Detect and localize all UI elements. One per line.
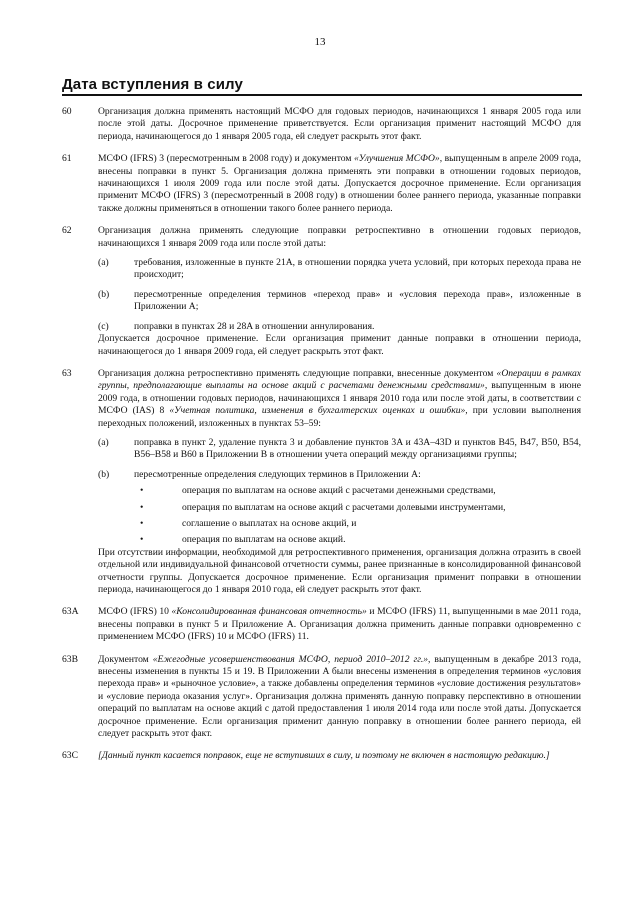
text-run: , выпущенным в июне 2009 года, в отношении годовых периодов, начинающихся 1 января 2010 года или после этой даты, в соответствии с МСФО (IAS) 8 — [98, 380, 581, 417]
paragraph-text — [98, 606, 581, 643]
sub-item-b — [98, 469, 581, 547]
paragraph-text: При отсутствии информации, необходимой для ретроспективного применения, организация должна отразить в своей отдельной или индивидуальной финансовой отчетности суммы, ранее признанные в консолидированной финансовой отчетности группы. Допускается досрочное применение. Если организация применит поправки в отношении периода, начинающегося до 1 января 2010 года, ей следует раскрыть этот факт. — [98, 546, 581, 595]
text-run: МСФО (IFRS) 3 (пересмотренным в 2008 году) и документом — [98, 153, 354, 165]
paragraph-number: 61 — [62, 153, 72, 165]
sub-item-intro: пересмотренные определения следующих терминов в Приложении A: — [134, 468, 421, 480]
text-run: МСФО (IFRS) 10 — [98, 606, 172, 618]
sub-item-text — [134, 469, 581, 547]
bullet-item — [134, 518, 581, 530]
sub-item-label: (b) — [98, 288, 110, 300]
paragraph-text — [98, 654, 581, 741]
paragraph-number: 60 — [62, 106, 72, 117]
text-run: и МСФО (IFRS) 11, выпущенными в мае 2011 года, внесены поправки в пункт 5 и Приложение A. Организация должна применить данные поправки одновременно с применением МСФО (IFRS) 10 и МСФО (IFRS) 11. — [98, 606, 581, 643]
bullet-icon: • — [140, 501, 144, 513]
paragraph-text: Организация должна применять следующие поправки ретроспективно в отношении годовых периодов, начинающихся 1 января 2009 года или после этой даты: — [98, 225, 581, 249]
bullet-icon: • — [140, 534, 144, 546]
document-body — [62, 106, 581, 773]
bullet-text: операция по выплатам на основе акций с расчетами денежными средствами, — [182, 485, 496, 497]
paragraph-text — [98, 153, 581, 215]
bullet-item — [134, 534, 581, 546]
bullet-list — [134, 485, 581, 547]
paragraph-text — [98, 368, 581, 430]
paragraph-63a — [62, 606, 581, 643]
document-title: «Ежегодные усовершенствования МСФО, период 2010–2012 гг.» — [152, 653, 429, 665]
paragraph-number: 63B — [62, 653, 78, 665]
text-run: Организация должна ретроспективно применять следующие поправки, внесенные документом — [98, 367, 497, 379]
paragraph-text: Организация должна применять настоящий МСФО для годовых периодов, начинающихся 1 января 2005 года или после этой даты. Досрочное применение приветствуется. Если организация применит настоящий МСФО для периода, начинающегося до 1 января 2005 года, ей следует раскрыть этот факт. — [98, 106, 581, 142]
paragraph-63b — [62, 654, 581, 741]
bullet-icon: • — [140, 517, 144, 529]
paragraph-63c — [62, 750, 581, 762]
sub-item-b — [98, 289, 581, 314]
paragraph-number: 63 — [62, 367, 72, 379]
sub-item-a — [98, 437, 581, 462]
sub-item-label: (c) — [98, 320, 109, 332]
text-run: , при условии выполнения переходных положений, изложенных в пунктах 53–59: — [98, 405, 581, 429]
sub-item-text: пересмотренные определения терминов «переход прав» и «условия перехода прав», изложенные в Приложении A; — [134, 288, 581, 313]
document-title: «Операции в рамках группы, предполагающие выплаты на основе акций с расчетами денежными средствами» — [98, 367, 581, 392]
bullet-item — [134, 502, 581, 514]
paragraph-60 — [62, 106, 581, 143]
document-title: «Улучшения МСФО» — [354, 153, 440, 165]
sub-item-text: требования, изложенные в пункте 21A, в отношении порядка учета условий, при которых перехода права не происходит; — [134, 257, 581, 281]
paragraph-63 — [62, 368, 581, 597]
sub-item-text: поправка в пункт 2, удаление пункта 3 и добавление пунктов 3A и 43A–43D и пунктов B45, B47, B50, B54, B56–B58 и B60 в Приложении B в отношении учета операций между организациями группы; — [134, 436, 581, 461]
text-run: , выпущенным в апреле 2009 года, внесены поправки в пункт 5. Организация должна применять эти поправки в отношении годовых периодов, начинающихся 1 июля 2009 года или после этой даты. Допускается досрочное применение. Если организация применит МСФО (IFRS) 3 (пересмотренный в 2008 году) в отношении более раннего периода, указанные поправки также должны применяться в отношении такого более раннего периода. — [98, 153, 581, 214]
sub-item-label: (b) — [98, 468, 110, 480]
paragraph-text: Допускается досрочное применение. Если организация применит данные поправки в отношении периода, начинающегося до 1 января 2009 года, ей следует раскрыть этот факт. — [98, 333, 581, 357]
bullet-text: операция по выплатам на основе акций. — [182, 534, 346, 546]
text-run: Документом — [98, 653, 153, 665]
paragraph-61 — [62, 153, 581, 215]
paragraph-number: 62 — [62, 225, 72, 237]
bullet-item — [134, 485, 581, 497]
sub-item-label: (a) — [98, 436, 109, 448]
text-run: , выпущенным в декабре 2013 года, внесены изменения в пункты 15 и 19. В Приложении A были внесены изменения в определения терминов «условия перехода прав» и «рыночное условие», а также добавлены определения терминов «условие достижения результатов» и «условие периода оказания услуг». Организация должна применять данную поправку перспективно в отношении операций по выплатам на основе акций с датой предоставления 1 июля 2014 года или после этой даты. Допускается досрочное применение. Если организация применит данную поправку в отношении более раннего периода, ей следует раскрыть этот факт. — [98, 653, 581, 740]
paragraph-number: 63C — [62, 750, 78, 762]
sub-item-text: поправки в пунктах 28 и 28A в отношении аннулирования. — [134, 320, 375, 332]
sub-item-label: (a) — [98, 257, 109, 269]
paragraph-number: 63A — [62, 606, 79, 618]
sub-item-a — [98, 257, 581, 282]
paragraph-text — [98, 750, 581, 762]
section-heading: Дата вступления в силу — [62, 76, 582, 96]
bullet-icon: • — [140, 485, 144, 497]
paragraph-62 — [62, 225, 581, 358]
editorial-note: [Данный пункт касается поправок, еще не вступивших в силу, и поэтому не включен в настоящую редакцию.] — [98, 750, 550, 762]
bullet-text: операция по выплатам на основе акций с расчетами долевыми инструментами, — [182, 501, 506, 513]
sub-item-c — [98, 321, 581, 333]
page-number: 13 — [314, 36, 326, 48]
document-title: «Учетная политика, изменения в бухгалтерских оценках и ошибки» — [169, 405, 466, 417]
document-title: «Консолидированная финансовая отчетность» — [171, 606, 367, 618]
bullet-text: соглашение о выплатах на основе акций, и — [182, 517, 357, 529]
